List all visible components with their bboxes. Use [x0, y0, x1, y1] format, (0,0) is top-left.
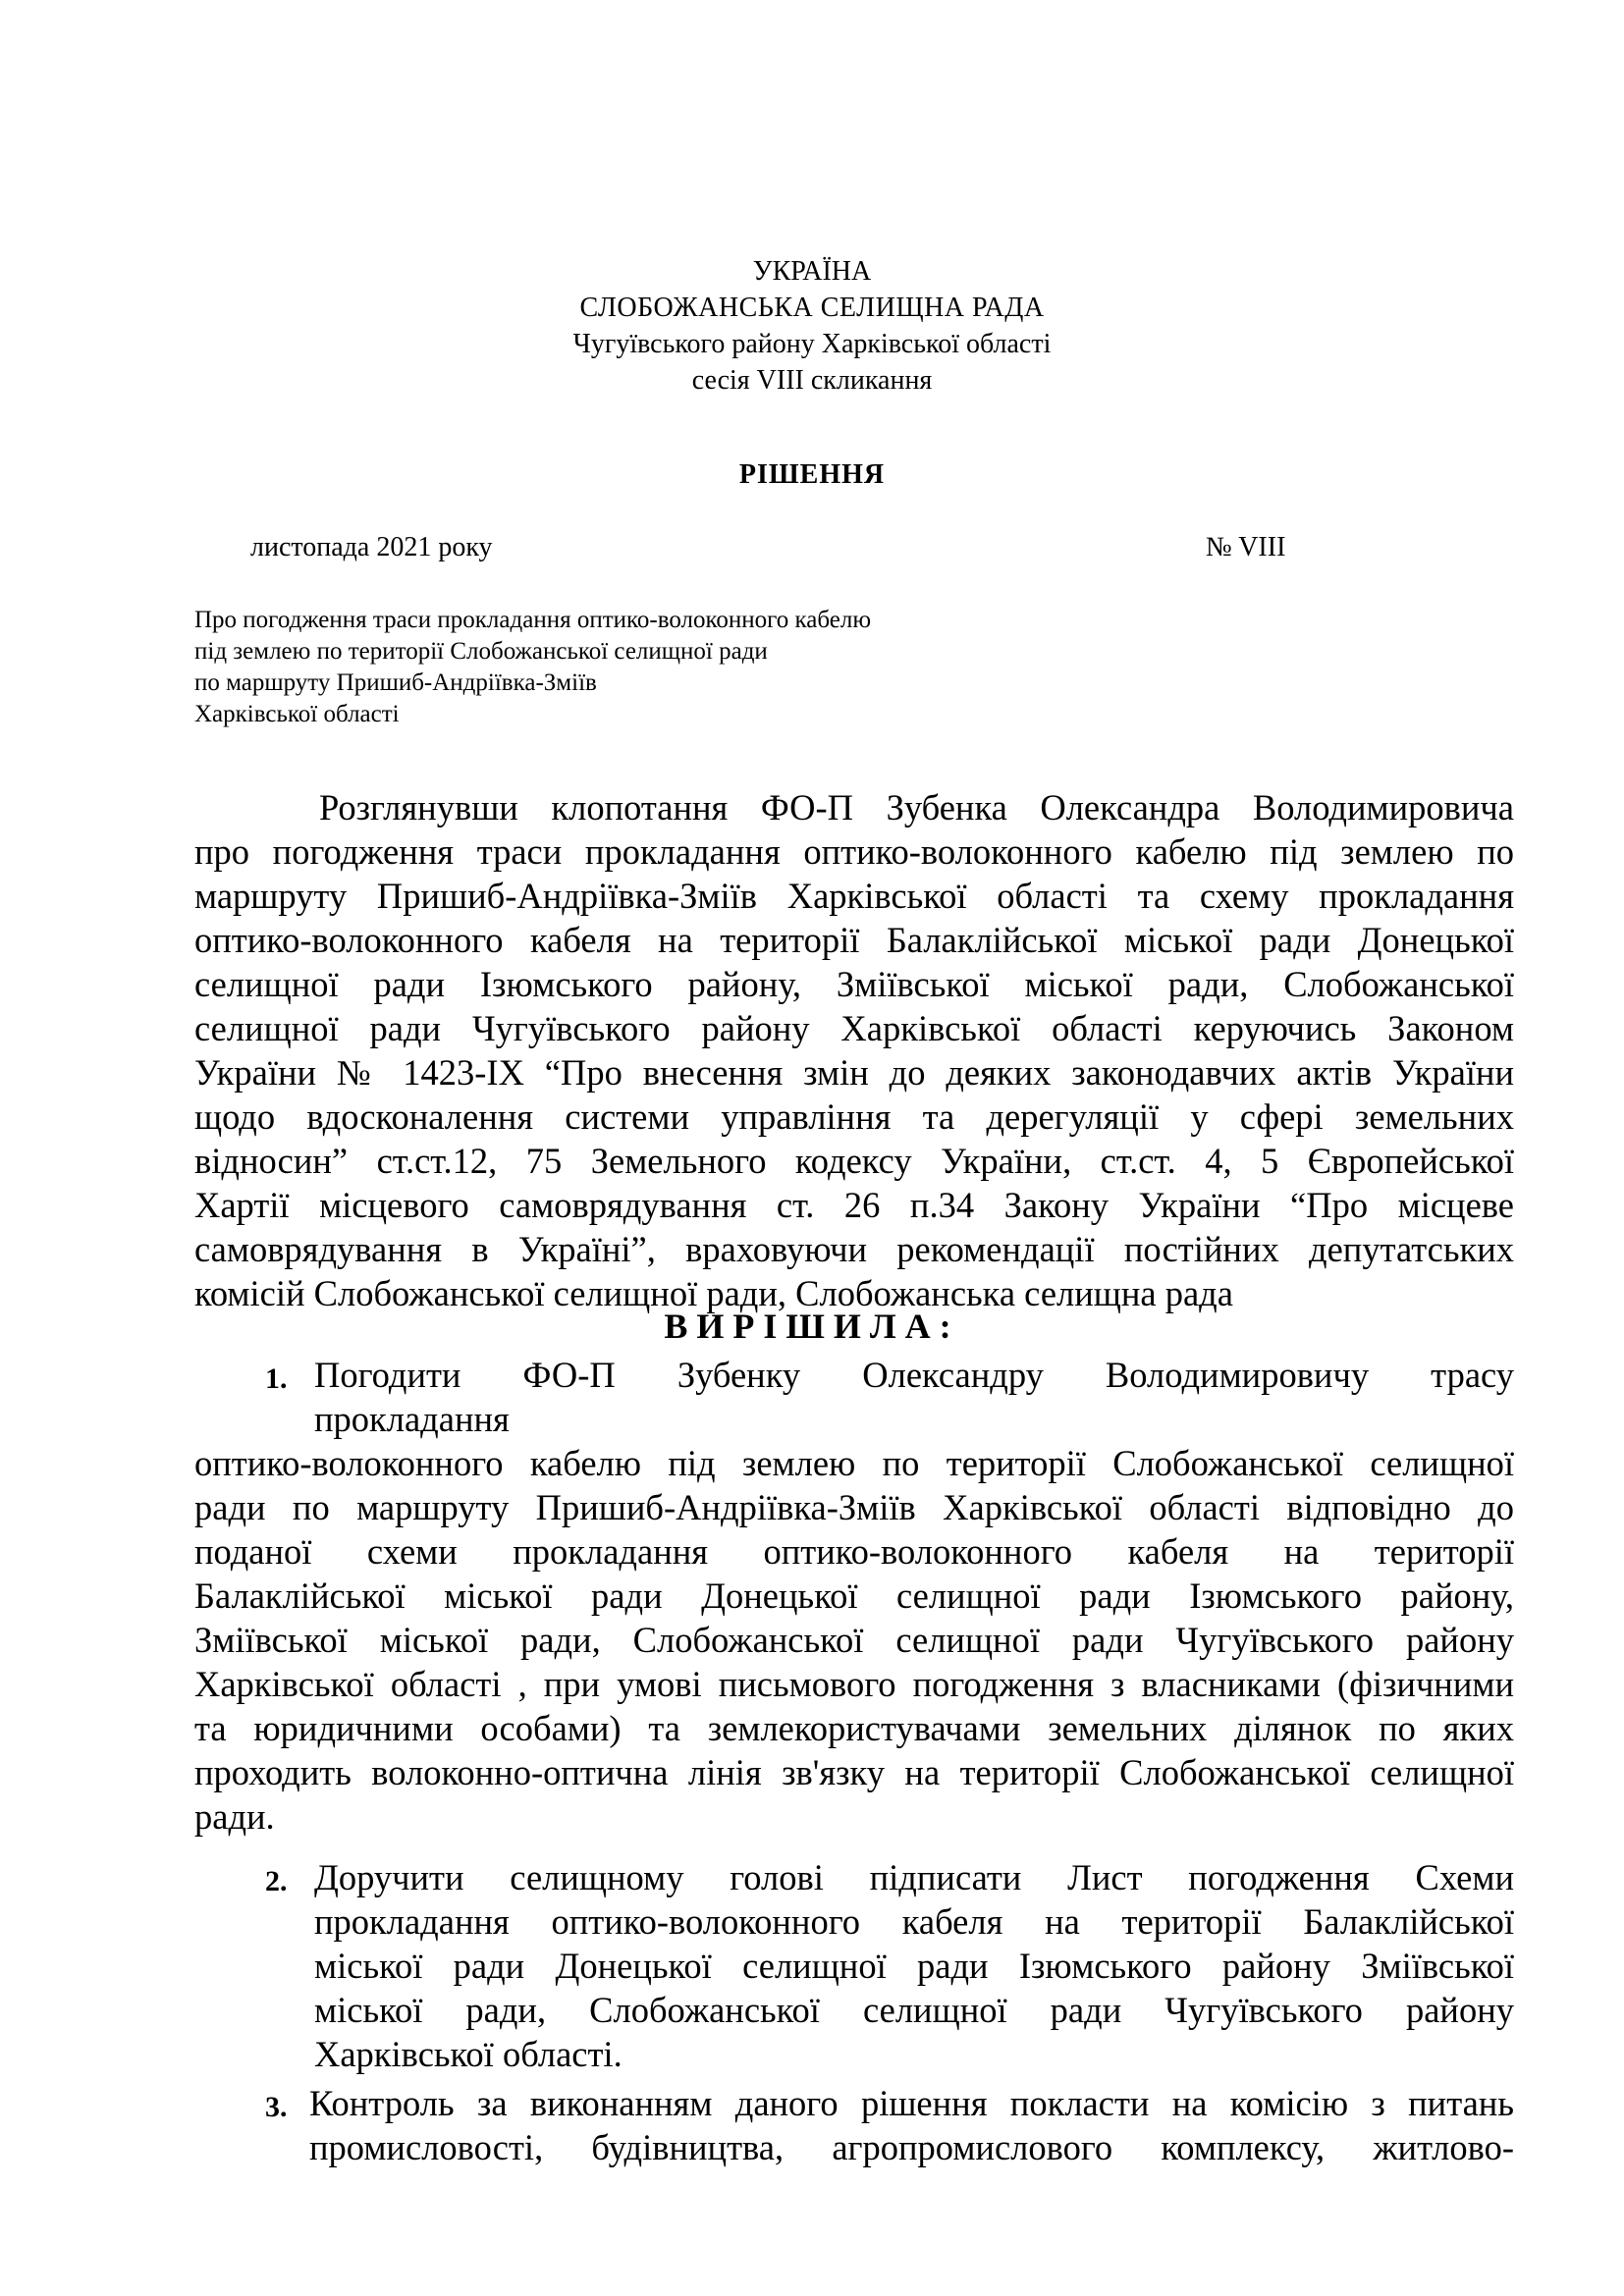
item-line: Харківської області , при умові письмового погодження з власниками (фізичними	[194, 1664, 1514, 1704]
decision-item-3	[194, 2081, 1514, 2169]
preamble-line: оптико-волоконного кабеля на території Балаклійської міської ради Донецької	[194, 920, 1514, 960]
decision-item-2	[194, 1855, 1514, 2076]
header-country: УКРАЇНА	[752, 256, 872, 287]
item-number: 3.	[265, 2091, 288, 2123]
item-line: міської ради Донецької селищної ради Ізюмського району Зміївської	[314, 1946, 1514, 1986]
preamble-line: Розглянувши клопотання ФО-П Зубенка Олександра Володимировича	[319, 787, 1514, 828]
item-line: Балаклійської міської ради Донецької селищної ради Ізюмського району,	[194, 1575, 1514, 1616]
item-line: проходить волоконно-оптична лінія зв'язку на території Слобожанської селищної	[194, 1752, 1514, 1792]
header-session: сесія VIII скликання	[691, 365, 933, 396]
item-line: ради.	[194, 1796, 275, 1837]
item-line: промисловості, будівництва, агропромислового комплексу, житлово-	[309, 2127, 1514, 2167]
document-title: РІШЕННЯ	[738, 459, 886, 490]
document-header	[0, 253, 1624, 399]
preamble-line: комісій Слобожанської селищної ради, Слобожанська селищна рада	[194, 1273, 1233, 1313]
decision-item-1	[194, 1353, 1514, 1839]
item-line: Зміївської міської ради, Слобожанської селищної ради Чугуївського району	[194, 1620, 1514, 1660]
subject-line: по маршруту Пришиб-Андріївка-Зміїв	[194, 669, 597, 696]
decision-number: № VIII	[1206, 532, 1286, 562]
item-line: Харківської області.	[314, 2034, 623, 2074]
item-line: поданої схеми прокладання оптико-волоконного кабеля на території	[194, 1531, 1514, 1572]
item-line: прокладання	[314, 1399, 510, 1439]
preamble-line: селищної ради Ізюмського району, Зміївської міської ради, Слобожанської	[194, 964, 1514, 1004]
preamble-line: відносин” ст.ст.12, 75 Земельного кодексу України, ст.ст. 4, 5 Європейської	[194, 1141, 1514, 1181]
subject-line: Харківської області	[194, 701, 400, 727]
header-council: СЛОБОЖАНСЬКА СЕЛИЩНА РАДА	[579, 293, 1045, 323]
decision-date: листопада 2021 року	[250, 532, 493, 562]
item-line: та юридичними особами) та землекористувачами земельних ділянок по яких	[194, 1708, 1514, 1748]
preamble-line: маршруту Пришиб-Андріївка-Зміїв Харківської області та схему прокладання	[194, 876, 1514, 916]
preamble-line: щодо вдосконалення системи управління та дерегуляції у сфері земельних	[194, 1096, 1514, 1137]
item-number: 2.	[265, 1865, 288, 1897]
subject-line: під землею по території Слобожанської селищної ради	[194, 638, 768, 665]
header-district: Чугуївського району Харківської області	[572, 329, 1052, 359]
item-line: міської ради, Слобожанської селищної ради Чугуївського району	[314, 1990, 1514, 2030]
preamble-line: про погодження траси прокладання оптико-волоконного кабелю під землею по	[194, 831, 1514, 872]
preamble-paragraph	[194, 785, 1514, 1315]
subject-line: Про погодження траси прокладання оптико-волоконного кабелю	[194, 607, 872, 633]
item-line: прокладання оптико-волоконного кабеля на території Балаклійської	[314, 1901, 1514, 1942]
decided-heading: ВИРІШИЛА:	[664, 1307, 960, 1346]
item-line: Доручити селищному голові підписати Лист погодження Схеми	[314, 1857, 1514, 1897]
item-line: ради по маршруту Пришиб-Андріївка-Зміїв Харківської області відповідно до	[194, 1487, 1514, 1527]
preamble-line: України № 1423-IX “Про внесення змін до деяких законодавчих актів України	[194, 1052, 1514, 1093]
item-number: 1.	[265, 1362, 288, 1395]
decision-subject	[194, 605, 871, 730]
preamble-line: Хартії місцевого самоврядування ст. 26 п.34 Закону України “Про місцеве	[194, 1185, 1514, 1225]
item-line: оптико-волоконного кабелю під землею по території Слобожанської селищної	[194, 1443, 1514, 1483]
item-line: Контроль за виконанням даного рішення покласти на комісію з питань	[309, 2083, 1514, 2123]
preamble-line: самоврядування в Україні”, враховуючи рекомендації постійних депутатських	[194, 1229, 1514, 1269]
preamble-line: селищної ради Чугуївського району Харківської області керуючись Законом	[194, 1008, 1514, 1048]
item-line: Погодити ФО-П Зубенку Олександру Володимировичу трасу	[314, 1355, 1514, 1395]
